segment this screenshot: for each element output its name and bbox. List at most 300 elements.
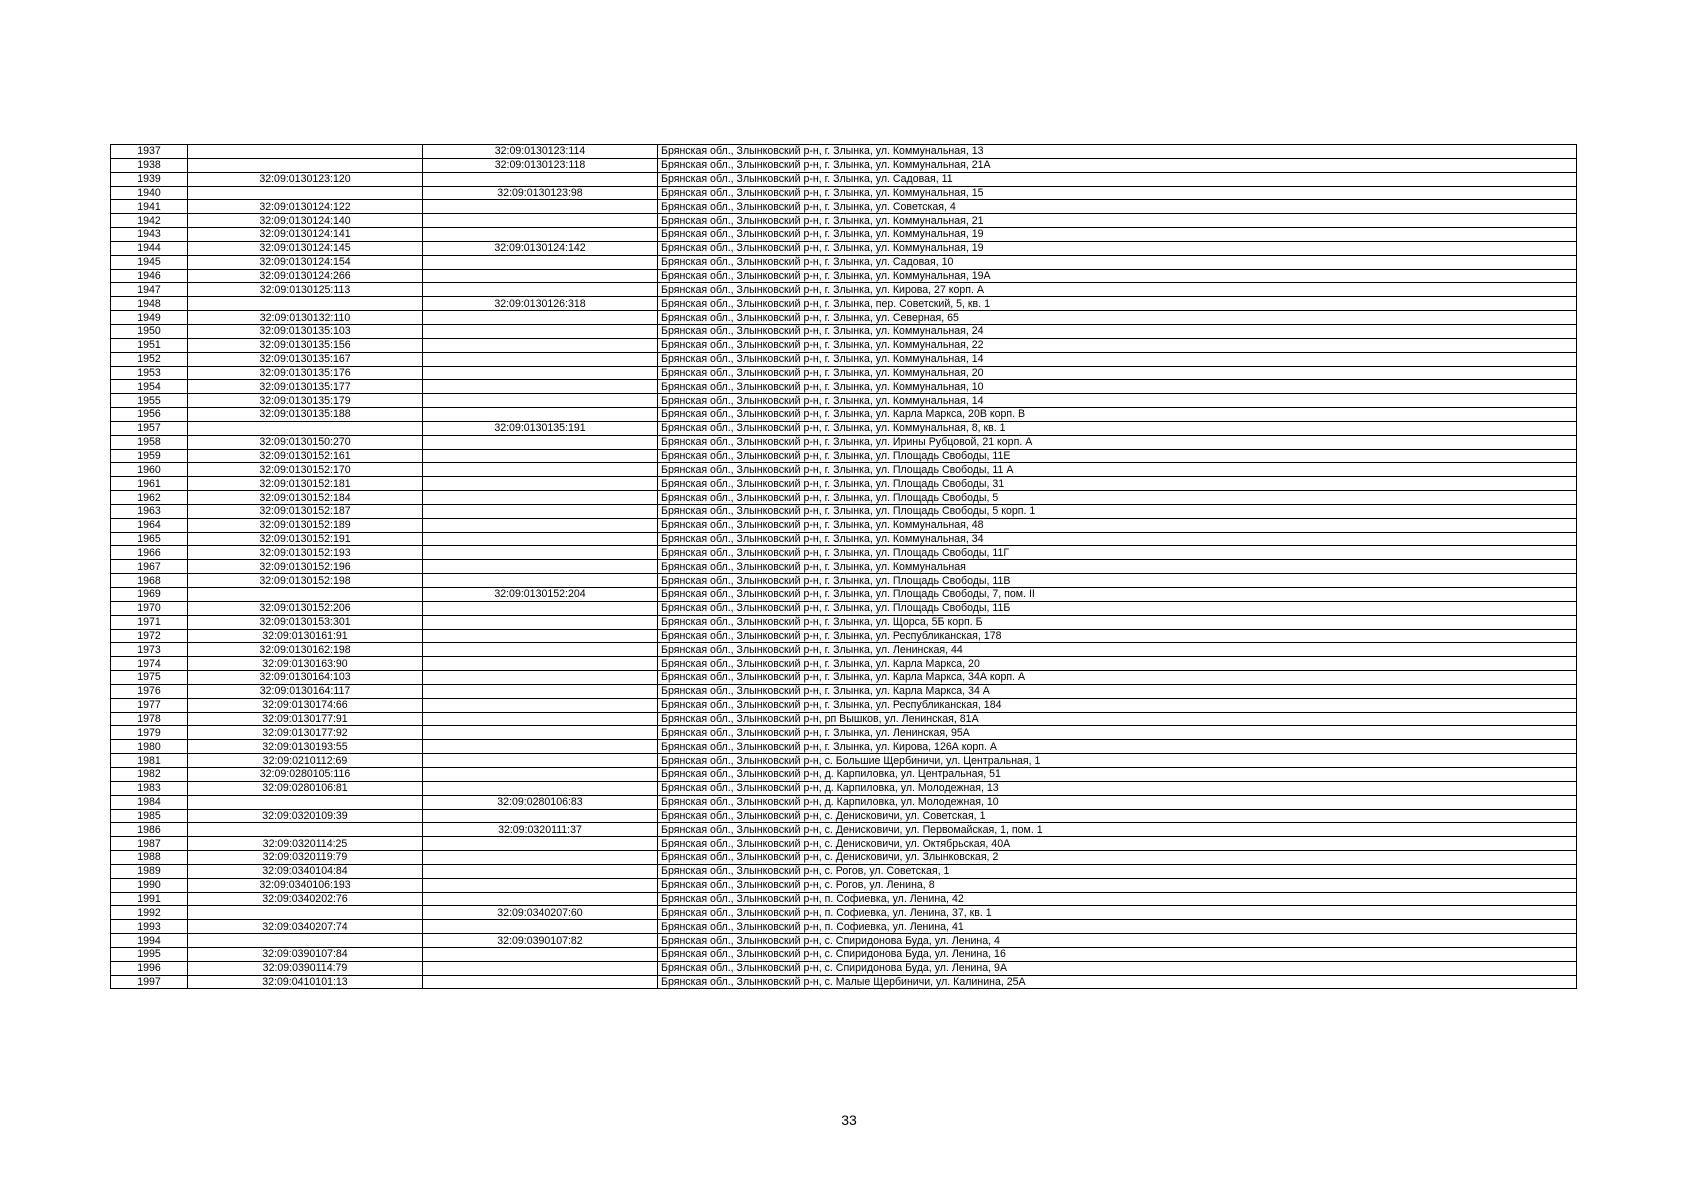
row-number-cell: 1996 <box>111 961 188 975</box>
cadastral-number-cell: 32:09:0130174:66 <box>188 698 423 712</box>
address-cell: Брянская обл., Злынковский р-н, г. Злынка, ул. Площадь Свободы, 11Е <box>658 449 1577 463</box>
related-cadastral-number-cell <box>423 892 658 906</box>
address-cell: Брянская обл., Злынковский р-н, г. Злынка, ул. Карла Маркса, 34А корп. А <box>658 671 1577 685</box>
table-row <box>111 241 1577 255</box>
address-cell: Брянская обл., Злынковский р-н, г. Злынка, ул. Республиканская, 178 <box>658 629 1577 643</box>
table-row <box>111 158 1577 172</box>
address-cell: Брянская обл., Злынковский р-н, рп Вышков, ул. Ленинская, 81А <box>658 712 1577 726</box>
table-row <box>111 380 1577 394</box>
cadastral-number-cell: 32:09:0130124:141 <box>188 228 423 242</box>
cadastral-number-cell: 32:09:0130152:181 <box>188 477 423 491</box>
table-row <box>111 961 1577 975</box>
related-cadastral-number-cell <box>423 449 658 463</box>
related-cadastral-number-cell <box>423 975 658 989</box>
row-number-cell: 1977 <box>111 698 188 712</box>
address-cell: Брянская обл., Злынковский р-н, г. Злынка, ул. Коммунальная, 21 <box>658 214 1577 228</box>
cadastral-number-cell: 32:09:0130177:92 <box>188 726 423 740</box>
related-cadastral-number-cell <box>423 657 658 671</box>
cadastral-number-cell: 32:09:0130152:187 <box>188 504 423 518</box>
address-cell: Брянская обл., Злынковский р-н, г. Злынка, ул. Коммунальная, 15 <box>658 186 1577 200</box>
cadastral-number-cell <box>188 421 423 435</box>
related-cadastral-number-cell <box>423 172 658 186</box>
related-cadastral-number-cell <box>423 518 658 532</box>
related-cadastral-number-cell: 32:09:0130126:318 <box>423 297 658 311</box>
row-number-cell: 1938 <box>111 158 188 172</box>
row-number-cell: 1968 <box>111 574 188 588</box>
related-cadastral-number-cell: 32:09:0130123:114 <box>423 145 658 159</box>
table-row <box>111 601 1577 615</box>
table-row <box>111 394 1577 408</box>
cadastral-number-cell: 32:09:0210112:69 <box>188 754 423 768</box>
table-row <box>111 698 1577 712</box>
cadastral-number-cell: 32:09:0130177:91 <box>188 712 423 726</box>
cadastral-number-cell <box>188 795 423 809</box>
address-cell: Брянская обл., Злынковский р-н, г. Злынка, ул. Площадь Свободы, 5 <box>658 491 1577 505</box>
row-number-cell: 1972 <box>111 629 188 643</box>
table-row <box>111 837 1577 851</box>
related-cadastral-number-cell <box>423 435 658 449</box>
address-cell: Брянская обл., Злынковский р-н, г. Злынка, ул. Северная, 65 <box>658 311 1577 325</box>
related-cadastral-number-cell <box>423 463 658 477</box>
table-row <box>111 546 1577 560</box>
table-row <box>111 781 1577 795</box>
row-number-cell: 1956 <box>111 408 188 422</box>
row-number-cell: 1993 <box>111 920 188 934</box>
table-row <box>111 726 1577 740</box>
row-number-cell: 1997 <box>111 975 188 989</box>
address-cell: Брянская обл., Злынковский р-н, г. Злынка, пер. Советский, 5, кв. 1 <box>658 297 1577 311</box>
cadastral-number-cell: 32:09:0130152:170 <box>188 463 423 477</box>
cadastral-number-cell: 32:09:0130135:188 <box>188 408 423 422</box>
cadastral-number-cell: 32:09:0130161:91 <box>188 629 423 643</box>
cadastral-number-cell: 32:09:0340104:84 <box>188 864 423 878</box>
row-number-cell: 1946 <box>111 269 188 283</box>
address-cell: Брянская обл., Злынковский р-н, с. Денисковичи, ул. Октябрьская, 40А <box>658 837 1577 851</box>
related-cadastral-number-cell <box>423 214 658 228</box>
cadastral-number-cell: 32:09:0280106:81 <box>188 781 423 795</box>
cadastral-number-cell: 32:09:0130135:167 <box>188 352 423 366</box>
table-row <box>111 297 1577 311</box>
cadastral-number-cell: 32:09:0130124:145 <box>188 241 423 255</box>
cadastral-number-cell: 32:09:0340202:76 <box>188 892 423 906</box>
row-number-cell: 1959 <box>111 449 188 463</box>
row-number-cell: 1967 <box>111 560 188 574</box>
cadastral-number-cell: 32:09:0130152:161 <box>188 449 423 463</box>
related-cadastral-number-cell <box>423 532 658 546</box>
table-row <box>111 767 1577 781</box>
related-cadastral-number-cell <box>423 491 658 505</box>
related-cadastral-number-cell: 32:09:0320111:37 <box>423 823 658 837</box>
row-number-cell: 1982 <box>111 767 188 781</box>
row-number-cell: 1964 <box>111 518 188 532</box>
address-cell: Брянская обл., Злынковский р-н, г. Злынка, ул. Коммунальная, 34 <box>658 532 1577 546</box>
cadastral-number-cell: 32:09:0130123:120 <box>188 172 423 186</box>
related-cadastral-number-cell: 32:09:0130124:142 <box>423 241 658 255</box>
related-cadastral-number-cell: 32:09:0390107:82 <box>423 934 658 948</box>
related-cadastral-number-cell <box>423 560 658 574</box>
related-cadastral-number-cell <box>423 546 658 560</box>
row-number-cell: 1955 <box>111 394 188 408</box>
address-cell: Брянская обл., Злынковский р-н, г. Злынка, ул. Коммунальная, 48 <box>658 518 1577 532</box>
cadastral-number-cell: 32:09:0130124:122 <box>188 200 423 214</box>
related-cadastral-number-cell <box>423 767 658 781</box>
table-row <box>111 878 1577 892</box>
row-number-cell: 1973 <box>111 643 188 657</box>
table-row <box>111 975 1577 989</box>
row-number-cell: 1950 <box>111 324 188 338</box>
table-row <box>111 754 1577 768</box>
table-row <box>111 671 1577 685</box>
cadastral-number-cell: 32:09:0340106:193 <box>188 878 423 892</box>
related-cadastral-number-cell <box>423 837 658 851</box>
row-number-cell: 1947 <box>111 283 188 297</box>
related-cadastral-number-cell <box>423 504 658 518</box>
row-number-cell: 1971 <box>111 615 188 629</box>
address-cell: Брянская обл., Злынковский р-н, г. Злынка, ул. Коммунальная <box>658 560 1577 574</box>
related-cadastral-number-cell: 32:09:0130135:191 <box>423 421 658 435</box>
address-cell: Брянская обл., Злынковский р-н, г. Злынка, ул. Коммунальная, 19А <box>658 269 1577 283</box>
address-cell: Брянская обл., Злынковский р-н, г. Злынка, ул. Советская, 4 <box>658 200 1577 214</box>
row-number-cell: 1974 <box>111 657 188 671</box>
row-number-cell: 1976 <box>111 684 188 698</box>
address-cell: Брянская обл., Злынковский р-н, г. Злынка, ул. Садовая, 10 <box>658 255 1577 269</box>
related-cadastral-number-cell <box>423 878 658 892</box>
row-number-cell: 1989 <box>111 864 188 878</box>
cadastral-number-cell <box>188 186 423 200</box>
table-row <box>111 172 1577 186</box>
table-row <box>111 228 1577 242</box>
table-row <box>111 311 1577 325</box>
row-number-cell: 1954 <box>111 380 188 394</box>
address-cell: Брянская обл., Злынковский р-н, с. Спиридонова Буда, ул. Ленина, 16 <box>658 947 1577 961</box>
row-number-cell: 1949 <box>111 311 188 325</box>
row-number-cell: 1991 <box>111 892 188 906</box>
cadastral-number-cell: 32:09:0130135:179 <box>188 394 423 408</box>
related-cadastral-number-cell: 32:09:0130123:98 <box>423 186 658 200</box>
address-cell: Брянская обл., Злынковский р-н, п. Софиевка, ул. Ленина, 37, кв. 1 <box>658 906 1577 920</box>
table-row <box>111 920 1577 934</box>
address-cell: Брянская обл., Злынковский р-н, г. Злынка, ул. Кирова, 126А корп. А <box>658 740 1577 754</box>
related-cadastral-number-cell <box>423 643 658 657</box>
table-row <box>111 449 1577 463</box>
cadastral-number-cell <box>188 906 423 920</box>
address-cell: Брянская обл., Злынковский р-н, г. Злынка, ул. Площадь Свободы, 5 корп. 1 <box>658 504 1577 518</box>
table-row <box>111 532 1577 546</box>
table-row <box>111 366 1577 380</box>
cadastral-number-cell: 32:09:0130125:113 <box>188 283 423 297</box>
address-cell: Брянская обл., Злынковский р-н, с. Спиридонова Буда, ул. Ленина, 9А <box>658 961 1577 975</box>
table-row <box>111 408 1577 422</box>
table-row <box>111 421 1577 435</box>
table-row <box>111 560 1577 574</box>
table-row <box>111 352 1577 366</box>
related-cadastral-number-cell <box>423 380 658 394</box>
related-cadastral-number-cell <box>423 961 658 975</box>
table-row <box>111 947 1577 961</box>
table-row <box>111 795 1577 809</box>
cadastral-number-cell: 32:09:0130152:189 <box>188 518 423 532</box>
address-cell: Брянская обл., Злынковский р-н, г. Злынка, ул. Ленинская, 95А <box>658 726 1577 740</box>
address-cell: Брянская обл., Злынковский р-н, г. Злынка, ул. Площадь Свободы, 11Г <box>658 546 1577 560</box>
address-cell: Брянская обл., Злынковский р-н, г. Злынка, ул. Коммунальная, 13 <box>658 145 1577 159</box>
row-number-cell: 1994 <box>111 934 188 948</box>
address-cell: Брянская обл., Злынковский р-н, г. Злынка, ул. Коммунальная, 19 <box>658 241 1577 255</box>
row-number-cell: 1939 <box>111 172 188 186</box>
related-cadastral-number-cell <box>423 754 658 768</box>
cadastral-number-cell: 32:09:0130193:55 <box>188 740 423 754</box>
table-row <box>111 200 1577 214</box>
address-cell: Брянская обл., Злынковский р-н, г. Злынка, ул. Щорса, 5Б корп. Б <box>658 615 1577 629</box>
address-cell: Брянская обл., Злынковский р-н, г. Злынка, ул. Площадь Свободы, 11В <box>658 574 1577 588</box>
table-row <box>111 740 1577 754</box>
row-number-cell: 1951 <box>111 338 188 352</box>
related-cadastral-number-cell <box>423 366 658 380</box>
related-cadastral-number-cell <box>423 615 658 629</box>
row-number-cell: 1979 <box>111 726 188 740</box>
table-row <box>111 477 1577 491</box>
row-number-cell: 1958 <box>111 435 188 449</box>
address-cell: Брянская обл., Злынковский р-н, г. Злынка, ул. Ирины Рубцовой, 21 корп. А <box>658 435 1577 449</box>
row-number-cell: 1995 <box>111 947 188 961</box>
table-row <box>111 435 1577 449</box>
table-row <box>111 491 1577 505</box>
table-row <box>111 851 1577 865</box>
address-cell: Брянская обл., Злынковский р-н, п. Софиевка, ул. Ленина, 42 <box>658 892 1577 906</box>
cadastral-number-cell: 32:09:0130124:266 <box>188 269 423 283</box>
cadastral-number-cell <box>188 588 423 602</box>
address-cell: Брянская обл., Злынковский р-н, г. Злынка, ул. Карла Маркса, 34 А <box>658 684 1577 698</box>
address-cell: Брянская обл., Злынковский р-н, г. Злынка, ул. Коммунальная, 24 <box>658 324 1577 338</box>
cadastral-number-cell <box>188 145 423 159</box>
address-cell: Брянская обл., Злынковский р-н, с. Рогов, ул. Советская, 1 <box>658 864 1577 878</box>
row-number-cell: 1988 <box>111 851 188 865</box>
table-row <box>111 574 1577 588</box>
related-cadastral-number-cell <box>423 352 658 366</box>
page-number: 33 <box>841 1112 857 1128</box>
row-number-cell: 1940 <box>111 186 188 200</box>
cadastral-number-cell <box>188 823 423 837</box>
row-number-cell: 1942 <box>111 214 188 228</box>
row-number-cell: 1978 <box>111 712 188 726</box>
related-cadastral-number-cell <box>423 712 658 726</box>
row-number-cell: 1945 <box>111 255 188 269</box>
related-cadastral-number-cell <box>423 269 658 283</box>
cadastral-number-cell: 32:09:0130164:117 <box>188 684 423 698</box>
table-row <box>111 255 1577 269</box>
row-number-cell: 1965 <box>111 532 188 546</box>
table-row <box>111 283 1577 297</box>
cadastral-number-cell: 32:09:0320119:79 <box>188 851 423 865</box>
cadastral-number-cell <box>188 158 423 172</box>
table-row <box>111 588 1577 602</box>
row-number-cell: 1992 <box>111 906 188 920</box>
table-row <box>111 684 1577 698</box>
cadastral-number-cell: 32:09:0130135:176 <box>188 366 423 380</box>
address-cell: Брянская обл., Злынковский р-н, с. Рогов, ул. Ленина, 8 <box>658 878 1577 892</box>
cadastral-number-cell: 32:09:0130152:198 <box>188 574 423 588</box>
table-row <box>111 463 1577 477</box>
related-cadastral-number-cell <box>423 311 658 325</box>
table-row <box>111 892 1577 906</box>
cadastral-number-cell: 32:09:0390114:79 <box>188 961 423 975</box>
related-cadastral-number-cell <box>423 740 658 754</box>
row-number-cell: 1970 <box>111 601 188 615</box>
row-number-cell: 1981 <box>111 754 188 768</box>
related-cadastral-number-cell <box>423 781 658 795</box>
related-cadastral-number-cell <box>423 200 658 214</box>
row-number-cell: 1966 <box>111 546 188 560</box>
related-cadastral-number-cell <box>423 574 658 588</box>
table-row <box>111 657 1577 671</box>
row-number-cell: 1962 <box>111 491 188 505</box>
address-cell: Брянская обл., Злынковский р-н, п. Софиевка, ул. Ленина, 41 <box>658 920 1577 934</box>
address-cell: Брянская обл., Злынковский р-н, г. Злынка, ул. Коммунальная, 10 <box>658 380 1577 394</box>
cadastral-number-cell <box>188 297 423 311</box>
address-cell: Брянская обл., Злынковский р-н, г. Злынка, ул. Коммунальная, 22 <box>658 338 1577 352</box>
related-cadastral-number-cell <box>423 228 658 242</box>
table-row <box>111 629 1577 643</box>
table-row <box>111 906 1577 920</box>
cadastral-number-cell: 32:09:0320114:25 <box>188 837 423 851</box>
address-cell: Брянская обл., Злынковский р-н, г. Злынка, ул. Коммунальная, 14 <box>658 394 1577 408</box>
address-cell: Брянская обл., Злынковский р-н, г. Злынка, ул. Кирова, 27 корп. А <box>658 283 1577 297</box>
address-cell: Брянская обл., Злынковский р-н, г. Злынка, ул. Площадь Свободы, 11Б <box>658 601 1577 615</box>
related-cadastral-number-cell <box>423 324 658 338</box>
related-cadastral-number-cell <box>423 864 658 878</box>
table-row <box>111 186 1577 200</box>
table-row <box>111 934 1577 948</box>
related-cadastral-number-cell <box>423 477 658 491</box>
cadastral-number-cell: 32:09:0130132:110 <box>188 311 423 325</box>
related-cadastral-number-cell: 32:09:0280106:83 <box>423 795 658 809</box>
related-cadastral-number-cell <box>423 601 658 615</box>
table-row <box>111 809 1577 823</box>
related-cadastral-number-cell <box>423 726 658 740</box>
row-number-cell: 1986 <box>111 823 188 837</box>
related-cadastral-number-cell: 32:09:0340207:60 <box>423 906 658 920</box>
table-row <box>111 214 1577 228</box>
row-number-cell: 1941 <box>111 200 188 214</box>
related-cadastral-number-cell <box>423 851 658 865</box>
row-number-cell: 1937 <box>111 145 188 159</box>
address-cell: Брянская обл., Злынковский р-н, с. Денисковичи, ул. Первомайская, 1, пом. 1 <box>658 823 1577 837</box>
row-number-cell: 1983 <box>111 781 188 795</box>
related-cadastral-number-cell <box>423 947 658 961</box>
cadastral-number-cell: 32:09:0410101:13 <box>188 975 423 989</box>
cadastral-table <box>110 144 1577 989</box>
table-row <box>111 518 1577 532</box>
address-cell: Брянская обл., Злынковский р-н, г. Злынка, ул. Площадь Свободы, 31 <box>658 477 1577 491</box>
related-cadastral-number-cell <box>423 698 658 712</box>
cadastral-number-cell: 32:09:0130164:103 <box>188 671 423 685</box>
row-number-cell: 1980 <box>111 740 188 754</box>
cadastral-number-cell: 32:09:0130124:140 <box>188 214 423 228</box>
related-cadastral-number-cell <box>423 255 658 269</box>
row-number-cell: 1957 <box>111 421 188 435</box>
address-cell: Брянская обл., Злынковский р-н, г. Злынка, ул. Коммунальная, 21А <box>658 158 1577 172</box>
related-cadastral-number-cell <box>423 684 658 698</box>
address-cell: Брянская обл., Злынковский р-н, г. Злынка, ул. Коммунальная, 19 <box>658 228 1577 242</box>
address-cell: Брянская обл., Злынковский р-н, г. Злынка, ул. Коммунальная, 8, кв. 1 <box>658 421 1577 435</box>
cadastral-number-cell: 32:09:0130162:198 <box>188 643 423 657</box>
related-cadastral-number-cell <box>423 283 658 297</box>
cadastral-number-cell: 32:09:0130150:270 <box>188 435 423 449</box>
related-cadastral-number-cell <box>423 920 658 934</box>
address-cell: Брянская обл., Злынковский р-н, г. Злынка, ул. Карла Маркса, 20В корп. В <box>658 408 1577 422</box>
cadastral-number-cell: 32:09:0130152:196 <box>188 560 423 574</box>
related-cadastral-number-cell: 32:09:0130152:204 <box>423 588 658 602</box>
address-cell: Брянская обл., Злынковский р-н, г. Злынка, ул. Площадь Свободы, 11 А <box>658 463 1577 477</box>
cadastral-number-cell: 32:09:0130163:90 <box>188 657 423 671</box>
address-cell: Брянская обл., Злынковский р-н, с. Денисковичи, ул. Советская, 1 <box>658 809 1577 823</box>
related-cadastral-number-cell <box>423 408 658 422</box>
row-number-cell: 1975 <box>111 671 188 685</box>
cadastral-number-cell: 32:09:0320109:39 <box>188 809 423 823</box>
address-cell: Брянская обл., Злынковский р-н, д. Карпиловка, ул. Молодежная, 10 <box>658 795 1577 809</box>
table-row <box>111 145 1577 159</box>
row-number-cell: 1987 <box>111 837 188 851</box>
cadastral-number-cell: 32:09:0130152:193 <box>188 546 423 560</box>
cadastral-number-cell: 32:09:0130152:184 <box>188 491 423 505</box>
table-row <box>111 643 1577 657</box>
row-number-cell: 1960 <box>111 463 188 477</box>
cadastral-number-cell: 32:09:0130135:103 <box>188 324 423 338</box>
address-cell: Брянская обл., Злынковский р-н, г. Злынка, ул. Садовая, 11 <box>658 172 1577 186</box>
address-cell: Брянская обл., Злынковский р-н, д. Карпиловка, ул. Молодежная, 13 <box>658 781 1577 795</box>
row-number-cell: 1948 <box>111 297 188 311</box>
cadastral-number-cell: 32:09:0130124:154 <box>188 255 423 269</box>
address-cell: Брянская обл., Злынковский р-н, г. Злынка, ул. Карла Маркса, 20 <box>658 657 1577 671</box>
table-row <box>111 823 1577 837</box>
related-cadastral-number-cell <box>423 338 658 352</box>
address-cell: Брянская обл., Злынковский р-н, г. Злынка, ул. Республиканская, 184 <box>658 698 1577 712</box>
table-row <box>111 338 1577 352</box>
row-number-cell: 1984 <box>111 795 188 809</box>
address-cell: Брянская обл., Злынковский р-н, г. Злынка, ул. Площадь Свободы, 7, пом. II <box>658 588 1577 602</box>
row-number-cell: 1943 <box>111 228 188 242</box>
cadastral-number-cell: 32:09:0390107:84 <box>188 947 423 961</box>
related-cadastral-number-cell: 32:09:0130123:118 <box>423 158 658 172</box>
row-number-cell: 1961 <box>111 477 188 491</box>
table-row <box>111 864 1577 878</box>
row-number-cell: 1990 <box>111 878 188 892</box>
related-cadastral-number-cell <box>423 809 658 823</box>
cadastral-number-cell <box>188 934 423 948</box>
table-row <box>111 615 1577 629</box>
table-row <box>111 324 1577 338</box>
row-number-cell: 1952 <box>111 352 188 366</box>
cadastral-number-cell: 32:09:0280105:116 <box>188 767 423 781</box>
cadastral-number-cell: 32:09:0130153:301 <box>188 615 423 629</box>
cadastral-number-cell: 32:09:0130135:156 <box>188 338 423 352</box>
related-cadastral-number-cell <box>423 671 658 685</box>
address-cell: Брянская обл., Злынковский р-н, д. Карпиловка, ул. Центральная, 51 <box>658 767 1577 781</box>
table-row <box>111 504 1577 518</box>
address-cell: Брянская обл., Злынковский р-н, с. Спиридонова Буда, ул. Ленина, 4 <box>658 934 1577 948</box>
table-row <box>111 712 1577 726</box>
address-cell: Брянская обл., Злынковский р-н, г. Злынка, ул. Коммунальная, 14 <box>658 352 1577 366</box>
cadastral-number-cell: 32:09:0340207:74 <box>188 920 423 934</box>
related-cadastral-number-cell <box>423 629 658 643</box>
row-number-cell: 1969 <box>111 588 188 602</box>
table-body <box>111 145 1577 989</box>
row-number-cell: 1963 <box>111 504 188 518</box>
cadastral-number-cell: 32:09:0130135:177 <box>188 380 423 394</box>
cadastral-number-cell: 32:09:0130152:191 <box>188 532 423 546</box>
cadastral-number-cell: 32:09:0130152:206 <box>188 601 423 615</box>
related-cadastral-number-cell <box>423 394 658 408</box>
row-number-cell: 1953 <box>111 366 188 380</box>
